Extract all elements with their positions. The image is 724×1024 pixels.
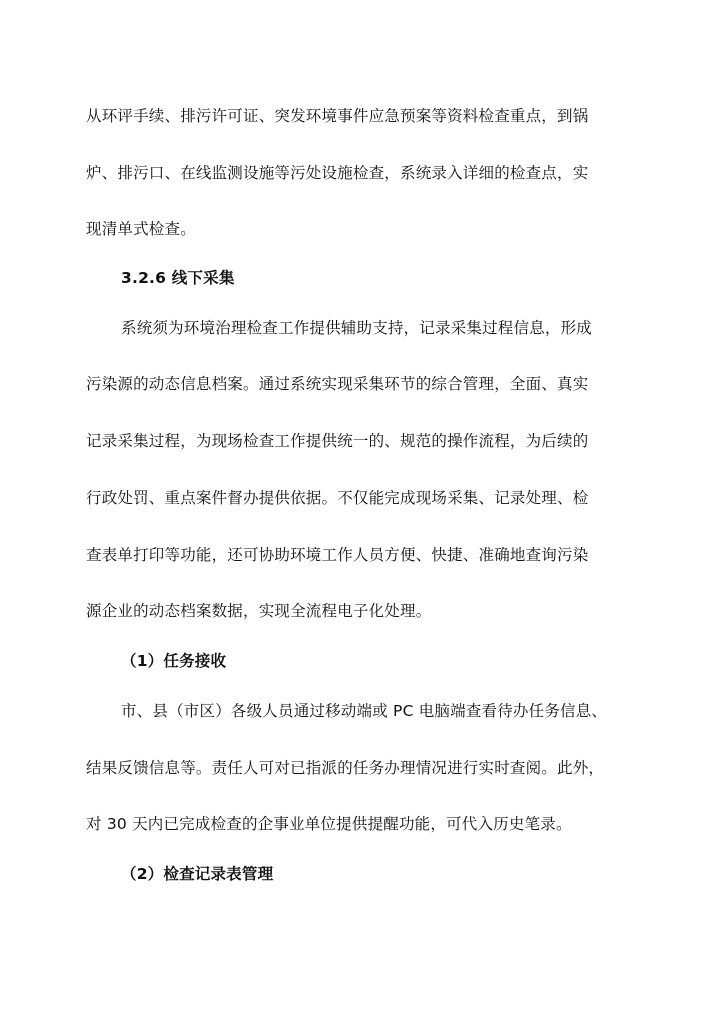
paragraph-line: 结果反馈信息等。责任人可对已指派的任务办理情况进行实时查阅。此外，: [86, 759, 605, 777]
section-heading: 3.2.6 线下采集: [121, 269, 235, 287]
paragraph-line: 查表单打印等功能，还可协助环境工作人员方便、快捷、准确地查询污染: [86, 546, 589, 564]
paragraph-line: 记录采集过程，为现场检查工作提供统一的、规范的操作流程，为后续的: [86, 432, 589, 450]
paragraph-line: 对 30 天内已完成检查的企事业单位提供提醒功能，可代入历史笔录。: [86, 815, 572, 833]
paragraph-line: 从环评手续、排污许可证、突发环境事件应急预案等资料检查重点，到锅: [86, 107, 589, 125]
paragraph-line: 炉、排污口、在线监测设施等污处设施检查，系统录入详细的检查点，实: [86, 164, 589, 182]
sub-heading-task-receive: （1）任务接收: [121, 652, 227, 670]
paragraph-line: 市、县（市区）各级人员通过移动端或 PC 电脑端查看待办任务信息、: [121, 702, 608, 720]
paragraph-line: 源企业的动态档案数据，实现全流程电子化处理。: [86, 602, 432, 620]
paragraph-line: 现清单式检查。: [86, 220, 196, 238]
paragraph-line: 行政处罚、重点案件督办提供依据。不仅能完成现场采集、记录处理、检: [86, 489, 589, 507]
paragraph-line: 系统须为环境治理检查工作提供辅助支持，记录采集过程信息，形成: [121, 319, 593, 337]
paragraph-line: 污染源的动态信息档案。通过系统实现采集环节的综合管理，全面、真实: [86, 375, 589, 393]
sub-heading-record-management: （2）检查记录表管理: [121, 865, 274, 883]
